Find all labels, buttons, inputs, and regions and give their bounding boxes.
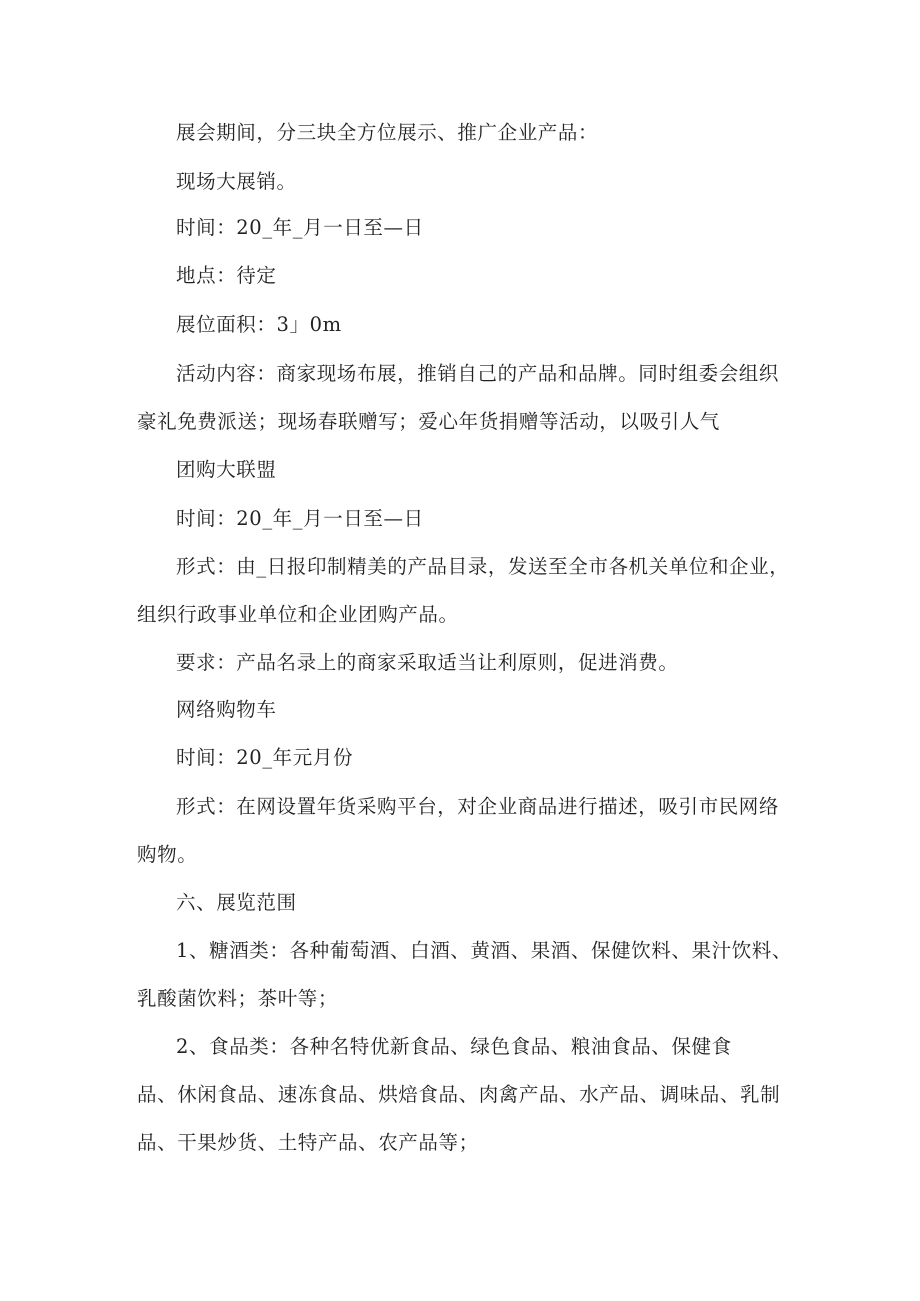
group-buy-form-line-2: 组织行政事业单位和企业团购产品。 [137, 603, 459, 626]
section-heading-online-cart: 网络购物车 [176, 698, 277, 721]
scope-item-2-line-2: 品、休闲食品、速冻食品、烘焙食品、肉禽产品、水产品、调味品、乳制 [137, 1083, 781, 1106]
scope-item-2-line-3: 品、干果炒货、土特产品、农产品等； [137, 1131, 479, 1154]
onsite-location: 地点：待定 [176, 264, 277, 287]
scope-item-1-line-1: 1、糖酒类：各种葡萄酒、白酒、黄酒、果酒、保健饮料、果汁饮料、 [176, 939, 793, 962]
group-buy-form-line-1: 形式：由_日报印制精美的产品目录，发送至全市各机关单位和企业， [176, 555, 790, 578]
online-cart-form-line-2: 购物。 [137, 843, 198, 866]
section-heading-group-buy: 团购大联盟 [176, 458, 277, 481]
section-heading-onsite-sale: 现场大展销。 [176, 170, 297, 193]
onsite-activity-line-2: 豪礼免费派送；现场春联赠写；爱心年货捐赠等活动，以吸引人气 [137, 410, 720, 433]
online-cart-form-line-1: 形式：在网设置年货采购平台，对企业商品进行描述，吸引市民网络 [176, 795, 780, 818]
group-buy-time: 时间：20_年_月一日至—日 [176, 507, 424, 530]
online-cart-time: 时间：20_年元月份 [176, 746, 354, 769]
scope-item-2-line-1: 2、食品类：各种名特优新食品、绿色食品、粮油食品、保健食 [176, 1035, 732, 1058]
onsite-booth-area: 展位面积：3」0m [176, 313, 342, 336]
paragraph-intro: 展会期间，分三块全方位展示、推广企业产品： [176, 121, 599, 144]
group-buy-requirement: 要求：产品名录上的商家采取适当让利原则，促进消费。 [176, 651, 679, 674]
scope-item-1-line-2: 乳酸菌饮料；茶叶等； [137, 987, 339, 1010]
onsite-activity-line-1: 活动内容：商家现场布展，推销自己的产品和品牌。同时组委会组织 [176, 362, 780, 385]
onsite-time: 时间：20_年_月一日至—日 [176, 216, 424, 239]
section-heading-exhibition-scope: 六、展览范围 [176, 891, 297, 914]
